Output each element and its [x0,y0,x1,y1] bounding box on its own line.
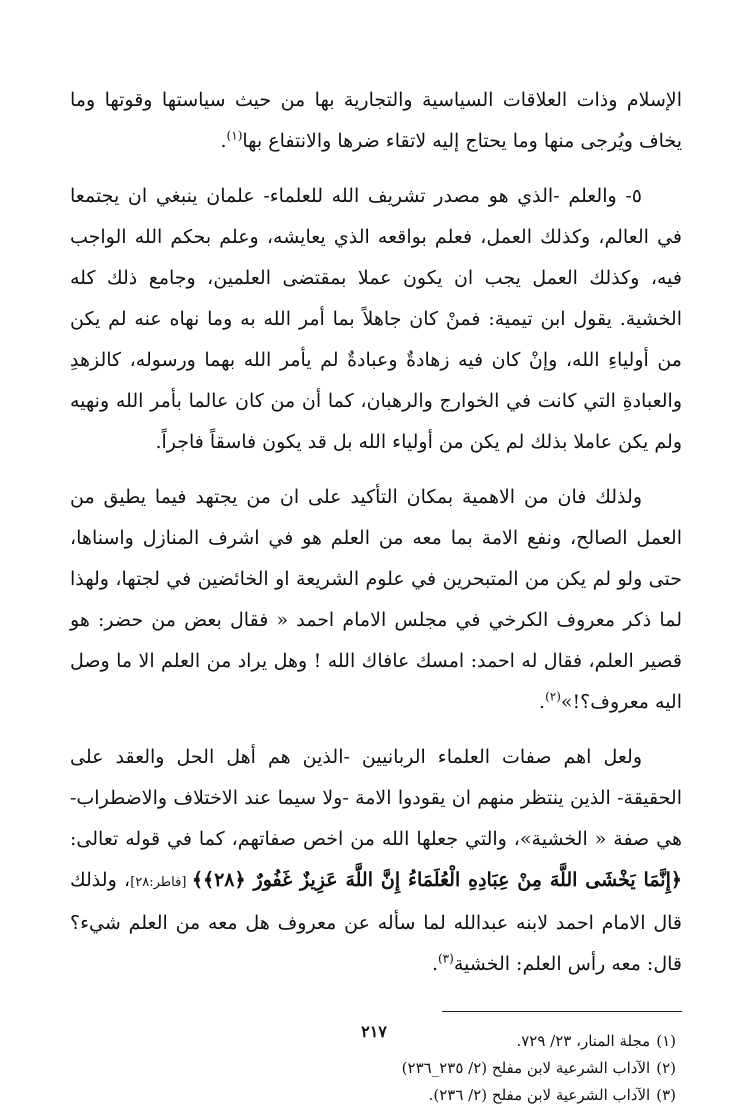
footnote-3-number: (٣) [656,1086,676,1104]
footnote-3 [70,1082,682,1109]
footnote-ref-1[interactable]: (١) [226,128,243,143]
paragraph-3 [70,477,682,723]
footnote-ref-3[interactable]: (٣) [437,951,454,966]
verse-reference: [فاطر:٢٨] [130,875,192,890]
paragraph-1-end: . [220,130,227,152]
footnote-ref-2[interactable]: (٢) [545,689,561,704]
footnote-divider [442,1011,682,1012]
footnote-1-number: (١) [656,1032,676,1050]
footnote-2-text: الآداب الشرعية لابن مفلح (٢/ ٢٣٥_٢٣٦) [401,1059,651,1077]
paragraph-2 [70,176,682,463]
paragraph-4-post: ، ولذلك قال الامام احمد لابنه عبدالله لما سأله عن معروف هل معه من العلم شيء؟ قال: معه رأس العلم: الخشية [70,869,682,975]
paragraph-1 [70,80,682,162]
page-number: ٢١٧ [361,1022,387,1041]
paragraph-4-end: . [431,953,438,975]
paragraph-2-text: ٥- والعلم -الذي هو مصدر تشريف الله للعلماء- علمان ينبغي ان يجتمعا في العالم، وكذلك العمل، فعلم بواقعه الذي يعايشه، وعلم بحكم الله الواجب فيه، وكذلك العمل يجب ان يكون عملا بمقتضى العلمين، وجامع ذلك كله الخشية. يقول ابن تيمية: فمنْ كان جاهلاً بما أمر الله به وما نهاه عنه لم يكن من أولياءِ الله، وإنْ كان فيه زهادةٌ وعبادةٌ لم يأمر الله بهما ورسوله، كالزهدِ والعبادةِ التي كانت في الخوارج والرهبان، كما أن من كان عالما بأمر الله ونهيه ولم يكن عاملا بذلك لم يكن من أولياء الله بل قد يكون فاسقاً فاجراً. [70,185,682,453]
main-text [70,80,682,985]
footnote-2-number: (٢) [656,1059,676,1077]
footnote-3-text: الآداب الشرعية لابن مفلح (٢/ ٢٣٦). [428,1086,651,1104]
paragraph-1-text: الإسلام وذات العلاقات السياسية والتجارية بها من حيث سياستها وقوتها وما يخاف ويُرجى منها وما يحتاج إليه لاتقاء ضرها والانتفاع بها [70,89,682,152]
quran-verse: ﴿إِنَّمَا يَخْشَى اللَّهَ مِنْ عِبَادِهِ الْعُلَمَاءُ إِنَّ اللَّهَ عَزِيزٌ غَفُورٌ ﴿٢٨﴾﴾ [191,869,682,891]
paragraph-3-text: ولذلك فان من الاهمية بمكان التأكيد على ان من يجتهد فيما يطيق من العمل الصالح، ونفع الامة بما معه من العلم هو في اشرف المنازل واسناها، حتى ولو لم يكن من المتبحرين في علوم الشريعة او الخائضين في لجتها، ولهذا لما ذكر معروف الكرخي في مجلس الامام احمد « فقال بعض من حضر: هو قصير العلم، فقال له احمد: امسك عافاك الله ! وهل يراد من العلم الا ما وصل اليه معروف؟!» [70,486,682,713]
paragraph-3-end: . [539,691,546,713]
paragraph-4-pre: ولعل اهم صفات العلماء الربانيين -الذين هم أهل الحل والعقد على الحقيقة- الذين ينتظر منهم ان يقودوا الامة -ولا سيما عند الاختلاف والاضطراب- هي صفة « الخشية»، والتي جعلها الله من اخص صفاتهم، كما في قوله تعالى: [70,746,682,850]
paragraph-4 [70,737,682,985]
footnote-2 [70,1055,682,1082]
footnote-1-text: مجلة المنار، ٢٣/ ٧٢٩. [516,1032,651,1050]
